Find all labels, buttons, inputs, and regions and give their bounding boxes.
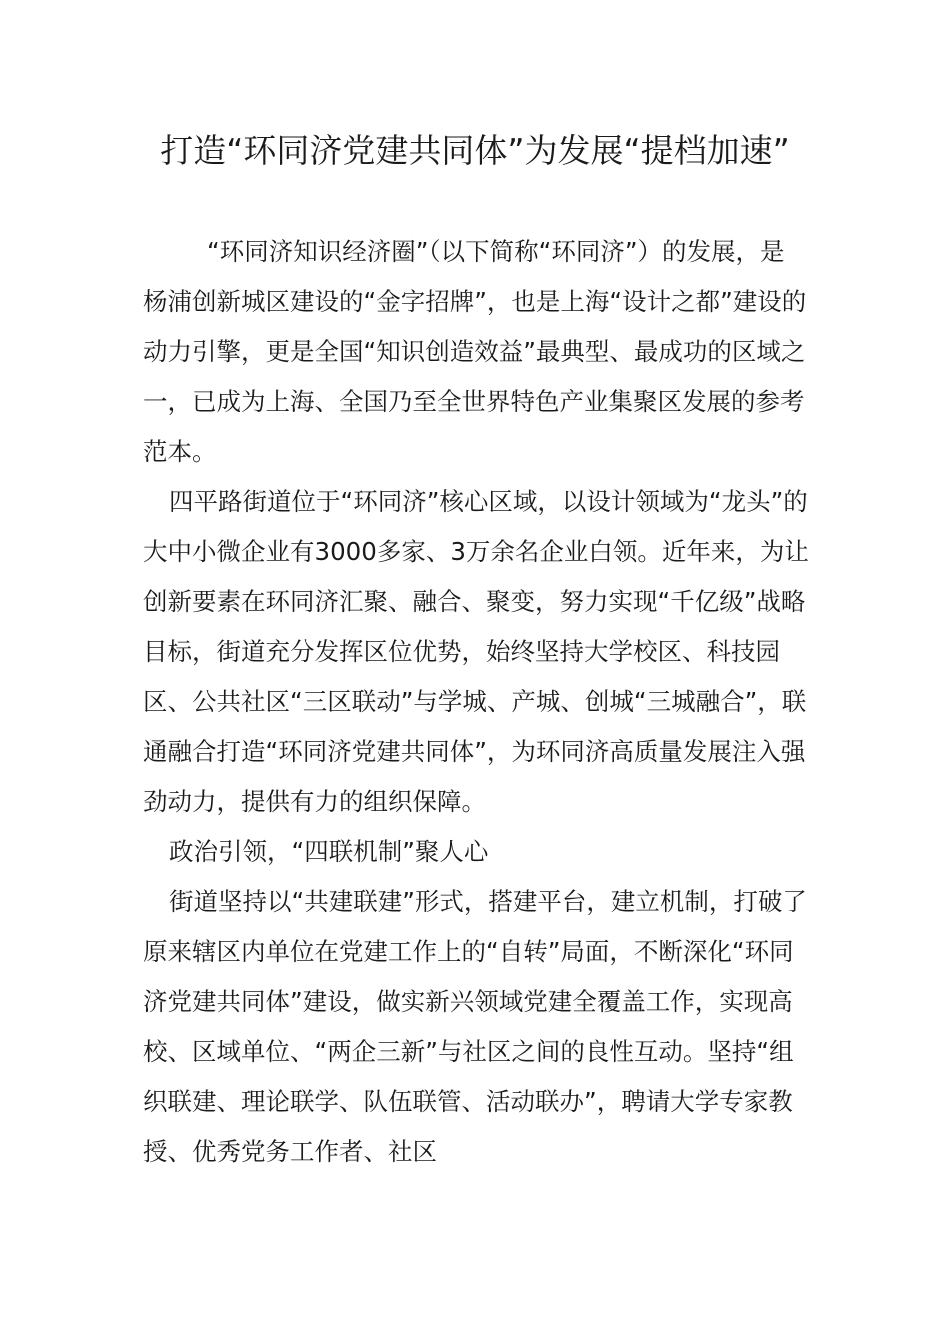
document-title: 打造“环同济党建共同体”为发展“提档加速” [160, 131, 790, 170]
paragraph-joint-building: 街道坚持以“共建联建”形式，搭建平台，建立机制，打破了原来辖区内单位在党建工作上的“自转”局面，不断深化“环同济党建共同体”建设，做实新兴领域党建全覆盖工作，实现高校、区域单位、“两企三新”与社区之间的良性互动。坚持“组织联建、理论联学、队伍联管、活动联办”，聘请大学专家教授、优秀党务工作者、社区 [143, 887, 807, 1166]
paragraph-siping-overview: 四平路街道位于“环同济”核心区域，以设计领域为“龙头”的大中小微企业有3000多家、3万余名企业白领。近年来，为让创新要素在环同济汇聚、融合、聚变，努力实现“千亿级”战略目标，街道充分发挥区位优势，始终坚持大学校区、科技园区、公共社区“三区联动”与学城、产城、创城“三城融合”，联通融合打造“环同济党建共同体”，为环同济高质量发展注入强劲动力，提供有力的组织保障。 [143, 487, 809, 816]
document-body [143, 227, 809, 1177]
section-heading-political-leadership: 政治引领，“四联机制”聚人心 [169, 837, 489, 866]
paragraph-intro: “环同济知识经济圈”（以下简称“环同济”）的发展，是杨浦创新城区建设的“金字招牌”，也是上海“设计之都”建设的动力引擎，更是全国“知识创造效益”最典型、最成功的区域之一，已成为上海、全国乃至全世界特色产业集聚区发展的参考范本。 [143, 237, 807, 466]
